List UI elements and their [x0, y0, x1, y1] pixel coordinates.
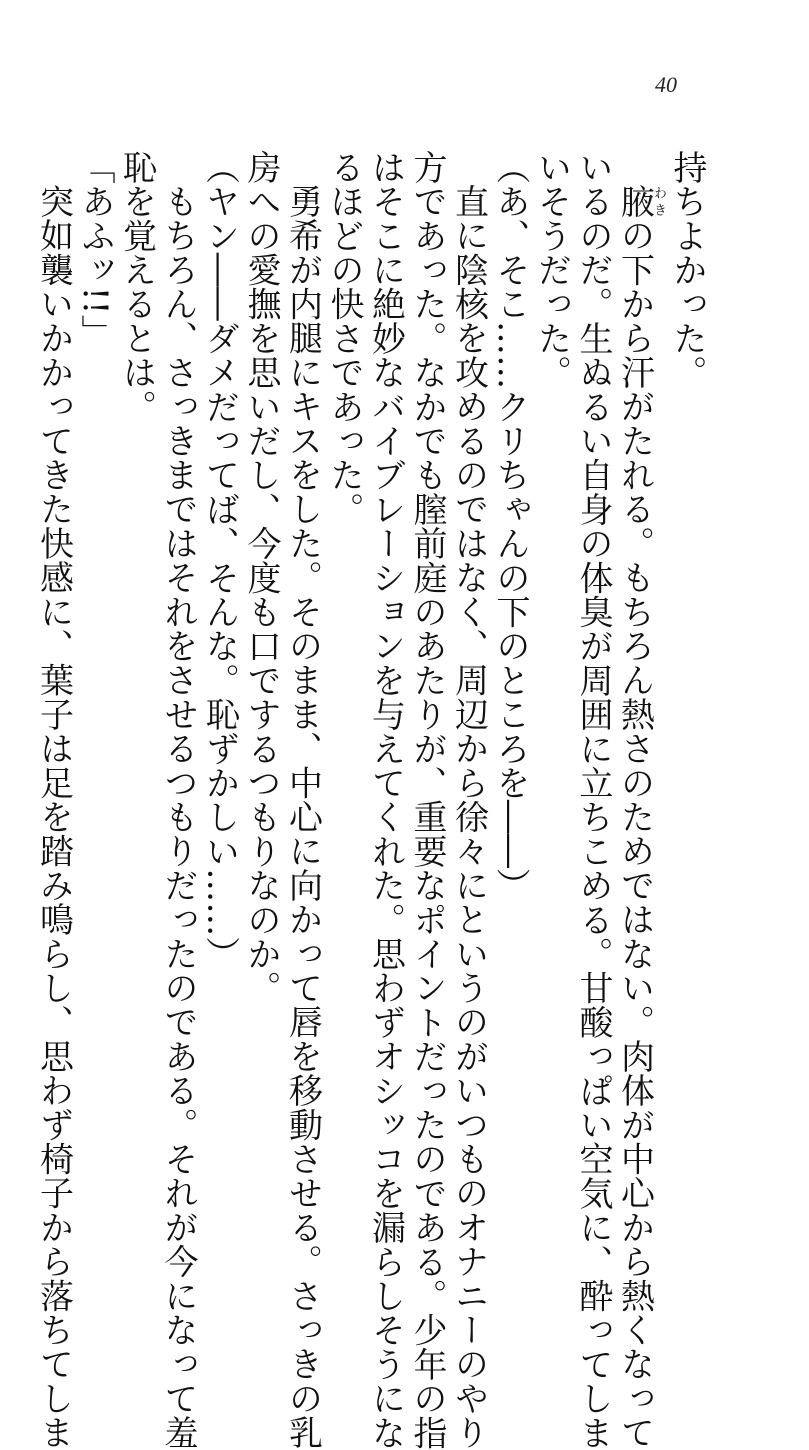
text-line-11: 房への愛撫を思いだし、今度も口でするつもりなのか。 [241, 150, 281, 1005]
text-line-12: （ヤン――ダメだってば、そんな。恥ずかしい……） [199, 150, 240, 971]
text-line-9: るほどの快さであった。 [324, 150, 364, 527]
text-line-16: 突如襲いかかってきた快感に、葉子は足を踏み鳴らし、思わず椅子から落ちてしま [33, 184, 74, 1450]
text-line-6: 直に陰核を攻めるのではなく、周辺から徐々にというのがいつものオナニーのやり [448, 184, 489, 1450]
page-number: 40 [655, 72, 677, 97]
text-line-2-after: の下から汗がたれる。もちろん熱さのためではない。肉体が中心から熱くなって [614, 218, 655, 1450]
text-line-3: いるのだ。生ぬるい自身の体臭が周囲に立ちこめる。甘酸っぱい空気に、酔ってしま [573, 150, 613, 1450]
vertical-text-body [32, 150, 707, 1450]
text-line-5: （あ、そこ……クリちゃんの下のところを――） [490, 150, 530, 903]
text-line-4: いそうだった。 [531, 150, 572, 390]
text-line-8: はそこに絶妙なバイブレーションを与えてくれた。思わずオシッコを漏らしそうにな [365, 150, 406, 1450]
text-line-2 [613, 150, 666, 1450]
text-line-10: 勇希が内腿にキスをした。そのまま、中心に向かって唇を移動させる。さっきの乳 [282, 184, 323, 1450]
text-line-15: 「あふッ!!」 [75, 150, 115, 349]
furigana-reading: わき [651, 184, 666, 219]
text-line-14: 恥を覚えるとは。 [116, 150, 157, 424]
furigana-base: 腋 [614, 184, 655, 219]
text-line-7: 方であった。なかでも膣前庭のあたりが、重要なポイントだったのである。少年の指 [407, 150, 447, 1450]
text-line-1: 持ちよかった。 [667, 150, 707, 390]
furigana-waki [614, 184, 666, 219]
text-line-13: もちろん、さっきまではそれをさせるつもりだったのである。それが今になって羞 [158, 184, 198, 1450]
